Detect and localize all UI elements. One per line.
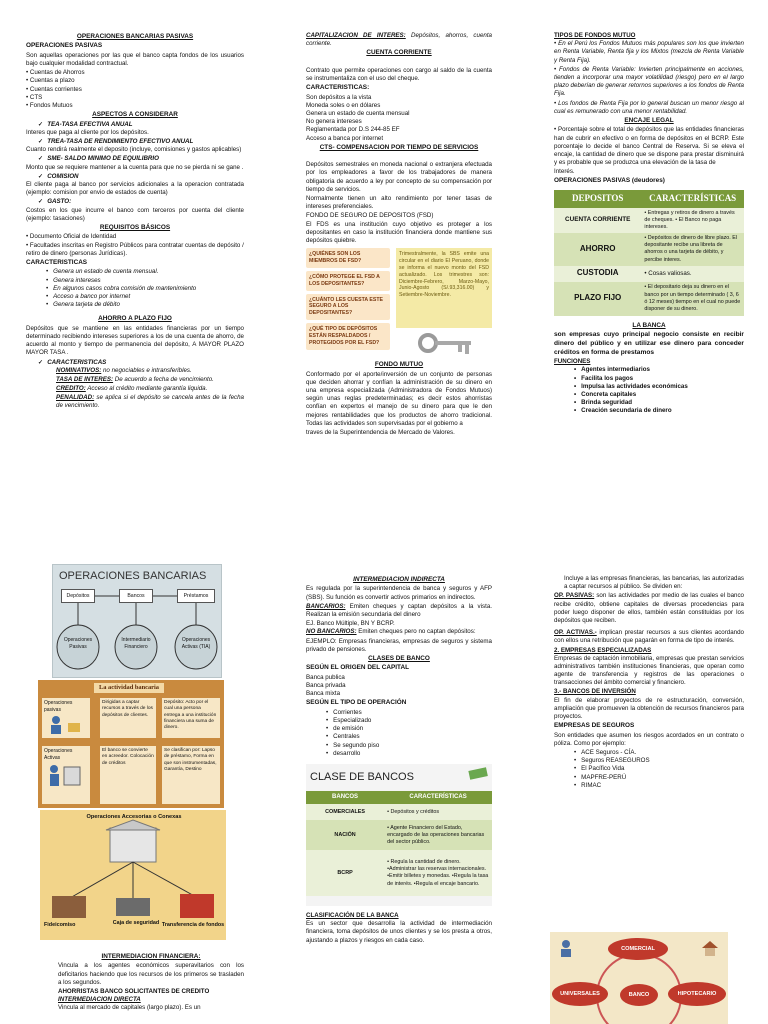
list-item: • Se segundo piso	[336, 742, 492, 750]
diagram-node: UNIVERSALES	[552, 982, 608, 1006]
section-title: CLASES DE BANCO	[368, 654, 430, 662]
section-title: ASPECTOS A CONSIDERAR	[92, 111, 178, 119]
section-title: OPERACIONES BANCARIAS PASIVAS	[76, 33, 194, 40]
term-text: no negociables e intransferibles.	[101, 366, 192, 374]
section-title: 3.- BANCOS DE INVERSIÓN	[554, 688, 636, 696]
section-title: FONDO MUTUO	[374, 361, 424, 369]
section-title: LA BANCA	[632, 321, 666, 329]
term: NOMINATIVOS:	[56, 366, 102, 374]
list-item: • RIMAC	[584, 782, 744, 790]
subheading: EMPRESAS DE SEGUROS	[554, 722, 635, 730]
section-title: REQUISITOS BÁSICOS	[99, 223, 171, 231]
paragraph: Vincula al mercado de capitales (largo plazo). Es un	[58, 1004, 201, 1012]
table-row	[306, 804, 492, 820]
subheading: INTERMEDIACION DIRECTA	[58, 996, 141, 1004]
list-item: • Genera intereses	[56, 277, 244, 285]
table-cell: BCRP	[337, 869, 353, 876]
paragraph: El cliente paga al banco por servicios adicionales a la operacion contratada (ejemplo: comision por envio de estados de cuenta)	[26, 180, 244, 197]
table-cell: • Cosas valiosas.	[644, 269, 692, 277]
term-text: Depósitos, ahorros, cuenta corriente.	[306, 32, 492, 48]
table-row	[306, 850, 492, 896]
term-text: implican prestar recursos a sus clientes acordando con ellos una retribución que pagarán en forma de tipo de interés.	[554, 629, 744, 645]
diagram-label: Transferencia de fondos	[161, 922, 225, 928]
question-box: ¿CÓMO PROTEGE EL FSD A LOS DEPOSITANTES?	[306, 271, 390, 291]
list-item: • Genera tarjeta de débito	[56, 301, 244, 309]
subheading: FUNCIONES	[554, 358, 591, 366]
paragraph: son empresas cuyo principal negocio consiste en recibir dinero del público y en utilizar ese dinero para conceder créditos en forma de prestamos	[554, 331, 744, 356]
house-icon	[700, 938, 720, 958]
term: TASA DE INTERES:	[56, 375, 114, 383]
list-item: • Acceso a banco por internet	[56, 293, 244, 301]
list-item: • Centrales	[336, 733, 492, 741]
table-cell: NACIÓN	[334, 831, 356, 838]
fsd-figure	[306, 248, 492, 360]
term: NO BANCARIOS:	[306, 628, 357, 636]
diagram-node: El banco se convierte en acreedor. Colocación de créditos	[100, 746, 156, 804]
paragraph: Son entidades que asumen los riesgos acordados en un contrato o póliza. Como por ejemplo:	[554, 731, 744, 747]
table-cell: • Agente Financiero del Estado, encargado de las operaciones bancarias del sector público.	[387, 824, 485, 845]
term: OP. PASIVAS:	[554, 592, 595, 600]
list-item: • Los fondos de Renta Fija por lo general buscan un menor riesgo al cual es remunerado con una menor rentabilidad.	[554, 99, 744, 115]
subheading: SEGÚN EL TIPO DE OPERACIÓN	[306, 699, 407, 707]
list-item: • Concreta capitales	[584, 391, 744, 399]
section-title: 2. EMPRESAS ESPECIALIZADAS	[554, 646, 652, 654]
list-item: Moneda soles o en dólares	[306, 101, 381, 109]
check-item: ✓ COMISION	[26, 173, 244, 181]
paragraph: Son aquellas operaciones por las que el banco capta fondos de los usuarios bajo cualquier modalidad contractual.	[26, 51, 244, 68]
table-cell: • Depósitos y créditos	[387, 808, 440, 815]
person-icon	[44, 713, 84, 735]
term-text: son las actividades por medio de las cuales el banco recibe crédito, obtiene capitales de diversas procedencias para poder luego disponer de ellos, también están constituidas por los depósitos que reciben.	[554, 592, 744, 624]
caracteristicas-list	[26, 268, 244, 309]
node-label: Operaciones pasivas	[44, 700, 73, 713]
diagram-node	[42, 746, 90, 804]
list-item: • MAPFRE-PERÚ	[584, 774, 744, 782]
paragraph: El FDS es una institución cuyo objetivo es proteger a los depositantes en caso la institución financiera donde mantiene sus depósitos quiebre.	[306, 220, 492, 244]
list-item: • desarrollo	[336, 750, 492, 758]
column-2-top	[306, 32, 492, 527]
list-item: • Facultades inscritas en Registro Públicos para contratar cuentas de depósito / retiro de dinero (personas Jurídicas).	[26, 241, 244, 257]
check-item: ✓ TREA-TASA DE RENDIMIENTO EFECTIVO ANUAL	[26, 138, 244, 146]
table-cell: CUENTA CORRIENTE	[565, 216, 631, 224]
diagram-node	[42, 698, 90, 738]
list-item: • Impulsa las actividades económicas	[584, 383, 744, 391]
section-title: INTERMEDIACION FINANCIERA:	[101, 953, 201, 960]
list-item: • Creación secundaria de dinero	[584, 407, 744, 415]
diagram-node: COMERCIAL	[608, 938, 668, 960]
question-box: ¿CUÁNTO LES CUESTA ESTE SEGURO A LOS DEPOSITANTES?	[306, 294, 390, 321]
table-cell: AHORRO	[579, 244, 616, 254]
term: BANCARIOS:	[306, 602, 346, 610]
subheading: SEGÚN EL ORIGEN DEL CAPITAL	[306, 664, 409, 672]
diagram-node: Préstamos	[177, 589, 215, 603]
banco-types-diagram	[550, 932, 728, 1024]
term: CAPITALIZACION DE INTERES:	[306, 32, 406, 39]
paragraph: Incluye a las empresas financieras, las bancarias, las autorizadas a captar recursos al público. Se dividen en:	[564, 575, 744, 591]
paragraph: Es un sector que desarrolla la actividad de intermediación financiera, toma depósitos de unos clientes y se los presta a otros, ajustando a plazos y riesgos en cada caso.	[306, 920, 492, 944]
list-item: • Documento Oficial de Identidad	[26, 233, 117, 241]
clase-bancos-table	[306, 791, 492, 897]
tipo-list	[306, 709, 492, 758]
section-title: TIPOS DE FONDOS MUTUO	[554, 32, 636, 39]
paragraph: • Porcentaje sobre el total de depósitos que las entidades financieras han de cubrir en efectivo o en forma de depósitos en el BCRP. Este porcentaje lo decide el banco Central de Reserva. Si se eleva el encaje, la cantidad de dinero que se dispone para prestar disminuirá y es probable que se produzca una elevación de la tasa de	[554, 126, 744, 167]
diagram-label: Operaciones Pasivas	[63, 637, 93, 650]
paragraph: El fin de elaborar proyectos de re estructuración, conversión, ampliación que promueven la obtención de recursos financieros para proyectos.	[554, 696, 744, 720]
term: OP. ACTIVAS.-	[554, 629, 597, 637]
paragraph: Interes que paga al cliente por los depósitos.	[26, 128, 149, 136]
diagram-node: Se clasifican por: Lapso de préstamo, Forma en que son instrumentadas, Garantía, Destino	[162, 746, 220, 804]
section-title: CUENTA CORRIENTE	[366, 49, 432, 57]
diagram-label: Caja de seguridad	[112, 920, 160, 926]
question-box: ¿QUIÉNES SON LOS MIEMBROS DE FSD?	[306, 248, 390, 268]
bank-icon	[44, 761, 84, 791]
list-item: Banca privada	[306, 682, 346, 690]
list-item: • Genera un estado de cuenta mensual.	[56, 268, 244, 276]
diagram-node: Bancos	[119, 589, 153, 603]
paragraph: Depósitos que se mantiene en las entidades financieras por un tiempo determinado recibiendo intereses superiores a los de una cuenta de ahorro, de acuerdo al monto y tiempo de permanencia del depósito, A MAYOR PLAZO MAYOR TASA .	[26, 324, 244, 357]
table-cell: • El depositario deja su dinero en el banco por un tiempo determinado ( 3, 6 ó 12 meses) tiempo en el cual no puede disponer de su dinero.	[644, 284, 741, 312]
diagram-node: Depósito: Acto por el cual una persona entrega a una institución financiera una suma de dinero.	[162, 698, 220, 738]
cc-list	[306, 94, 492, 143]
fsd-heading: FONDO DE SEGURO DE DEPOSITOS (FSD)	[306, 212, 434, 220]
pasivas-list	[26, 69, 244, 110]
check-item: ✓ SME- SALDO MINIMO DE EQUILIBRIO	[26, 155, 244, 163]
money-icon	[468, 766, 490, 780]
paragraph: Empresas de captación inmobiliaria, empresas que prestan servicios administrativos también instituciones financieras, que operan como agente de transferencia y registros de las operaciones o transacciones del ámbito comercial y financiero.	[554, 654, 744, 687]
list-item: • Agentes intermediarios	[584, 366, 744, 374]
column-3-bottom	[554, 575, 744, 925]
paragraph: EJEMPLO: Empresas financieras, empresas de seguros y sistema privado de pensiones.	[306, 637, 492, 653]
term: PENALIDAD:	[56, 394, 95, 402]
subheading: OPERACIONES PASIVAS (deudores)	[554, 177, 665, 185]
section-title: AHORRO A PLAZO FIJO	[98, 315, 172, 323]
column-2-bottom	[306, 575, 492, 1024]
list-item: No genera intereses	[306, 118, 362, 126]
table-row	[306, 820, 492, 850]
table-cell: PLAZO FIJO	[574, 293, 622, 303]
term-text: De acuerdo a fecha de vencimiento.	[113, 375, 214, 383]
list-item: • Especializado	[336, 717, 492, 725]
paragraph: Es regulada por la superintendencia de banca y seguros y AFP (SBS). Su función es convertir activos primarios en indirectos.	[306, 585, 492, 601]
list-item: • Cuentas corrientes	[26, 85, 82, 93]
diagram-title: La actividad bancaria	[94, 683, 164, 693]
column-1-bottom	[58, 952, 244, 1024]
definition	[26, 376, 244, 384]
definition	[26, 367, 244, 375]
list-item: Acceso a banca por internet	[306, 134, 384, 142]
definition	[26, 394, 244, 410]
section-title: CLASIFICACIÓN DE LA BANCA	[306, 912, 399, 919]
subheading: CARACTERISTICAS	[26, 258, 88, 266]
paragraph: Cuanto rendirá realmente el deposito (incluye, comisiones y gastos aplicables)	[26, 146, 242, 154]
paragraph: Interés.	[554, 168, 575, 176]
definition	[306, 628, 492, 636]
term: CREDITO:	[56, 385, 86, 393]
section-title: CTS- COMPENSACION POR TIEMPO DE SERVICIOS	[319, 143, 479, 151]
diagram-title: Operaciones Accesorias o Conexas	[86, 814, 182, 820]
diagram-node: HIPOTECARIO	[668, 982, 726, 1006]
definition	[554, 592, 744, 625]
table-cell: • Depósitos de dinero de libre plazo. El depositante recibe una libreta de ahorros o una tarjeta de débito, y percibe interes.	[644, 235, 738, 263]
seguros-list	[554, 749, 744, 790]
clase-bancos-figure	[306, 764, 492, 906]
paragraph: Costos en los que incurre el banco com terceros por cuenta del cliente (ejemplo: tasaciones)	[26, 206, 244, 222]
list-item: • Fondos de Renta Variable: Invierten principalmente en acciones, tienden a incorporar una mayor volatilidad (riesgo) pero en el largo plazo deberían de generar retornos superiores a los fondos de Renta Fija.	[554, 65, 744, 98]
list-item: • Facilita los pagos	[584, 375, 744, 383]
list-item: • En el Perú los Fondos Mutuos más populares son los que invierten en Renta Variable, Renta fija y los Mixtos (mezcla de Renta Variable y Renta Fija).	[554, 40, 744, 64]
table-row	[554, 233, 744, 266]
term-text: se aplica si el depósito se cancela antes de la fecha de vencimiento.	[56, 394, 244, 410]
term-text: Acceso al crédito mediante garantía liquida.	[85, 385, 208, 393]
term-text: Emiten cheques pero no captan depósitos:	[356, 628, 476, 636]
subheading: OPERACIONES PASIVAS	[26, 42, 103, 50]
list-item: • Brinda seguridad	[584, 399, 744, 407]
node-label: Operaciones Activas	[44, 748, 73, 761]
table-cell: CUSTODIA	[576, 268, 619, 278]
list-item: • CTS	[26, 93, 43, 101]
paragraph: Monto que se requiere mantener a la cuenta para que no se pierda ni se gane .	[26, 163, 244, 171]
list-item: • Cuentas a plazo	[26, 77, 75, 85]
funciones-list	[554, 366, 744, 415]
table-header: DEPOSITOS	[554, 190, 641, 208]
list-item: Reglamentada por D.S 244-85 EF	[306, 126, 400, 134]
list-item: • En algunos casos cobra comisión de mantenimiento	[56, 285, 244, 293]
operaciones-accesorias-diagram	[40, 810, 226, 940]
column-1-top	[26, 32, 244, 510]
table-cell: • Regula la cantidad de dinero. •Administrar las reservas internacionales. •Emitir billetes y monedas. •Regula la tasa de interés. •Regula el encaje bancario.	[387, 859, 489, 887]
table-row	[554, 282, 744, 316]
paragraph: Contrato que permite operaciones con cargo al saldo de la cuenta se instrumentaliza con el uso del cheque.	[306, 66, 492, 83]
diagram-label: Operaciones Activas (TIA)	[181, 637, 211, 650]
figure-title: CLASE DE BANCOS	[310, 771, 414, 783]
table-row	[554, 266, 744, 282]
section-title: ENCAJE LEGAL	[624, 116, 674, 124]
diagram-label: Intermediario Financiero	[121, 637, 151, 650]
info-box: Trimestralmente, la SBS emite una circular en el diario El Peruano, donde se informa el nuevo monto del FSD actualizado. Los trimestres son: Diciembre-Febrero, Marzo-Mayo, Junio-Agosto (S/.93,316.00) y Setiembre-Noviembre.	[396, 248, 492, 328]
table-cell: COMERCIALES	[325, 808, 365, 815]
table-header: CARACTERÍSTICAS	[384, 791, 492, 805]
diagram-title: OPERACIONES BANCARIAS	[59, 570, 207, 582]
definition	[306, 603, 492, 619]
list-item: Genera un estado de cuenta mensual	[306, 110, 410, 118]
key-icon	[418, 330, 474, 356]
list-item: • Seguros REASEGUROS	[584, 757, 744, 765]
diagram-node: Dirigidas a captar recursos a través de los depósitos de clientes.	[100, 698, 156, 738]
depositos-table	[554, 190, 744, 316]
list-item: • El Pacífico Vida	[584, 765, 744, 773]
diagram-label: Fideicomiso	[44, 922, 76, 928]
definition	[306, 32, 492, 48]
table-cell: • Entregas y retiros de dinero a través de cheques. • El Banco no paga intereses.	[644, 209, 735, 231]
paragraph: Conformado por el aporte/inversión de un conjunto de personas que deciden ahorrar y confían la administración de su dinero en una empresa especializada (Administradora de Fondos Mutuos) según unas reglas predeterminadas; es decir estos ahorristas confían en expertos el manejo de su dinero para que le den mejores rentabilidades que los productos de ahorro tradicional. Todas las actividades son supervisadas por el gobierno a	[306, 370, 492, 427]
actividad-bancaria-diagram	[38, 680, 224, 808]
paragraph: EJ. Banco Múltiple, BN Y BCRP.	[306, 620, 395, 628]
list-item: • de emisión	[336, 725, 492, 733]
check-item: ✓ GASTO:	[26, 198, 244, 206]
definition	[26, 385, 244, 393]
definition	[554, 629, 744, 645]
list-item: • Corrientes	[336, 709, 492, 717]
list-item: Banca publica	[306, 673, 345, 681]
diagram-node: BANCO	[620, 984, 658, 1006]
list-item: • ACE Seguros - CÍA.	[584, 749, 744, 757]
fsd-questions	[306, 248, 390, 356]
check-item: ✓ TEA-TASA EFECTIVA ANUAL	[26, 121, 244, 129]
term-text: Emiten cheques y captan depósitos a la vista. Realizan la emisión secundaria del dinero	[306, 602, 492, 619]
diagram-node: Depósitos	[61, 589, 95, 603]
table-row	[554, 208, 744, 233]
list-item: • Cuentas de Ahorros	[26, 69, 85, 77]
column-3-top	[554, 32, 744, 510]
table-header: CARACTERÍSTICAS	[641, 190, 744, 208]
diagram-connectors	[53, 565, 222, 678]
section-title: INTERMEDIACION INDIRECTA	[353, 576, 445, 583]
paragraph: Normalmente tienen un alto rendimiento por tener tasas de intereses preferenciales.	[306, 194, 492, 211]
question-box: ¿QUÉ TIPO DE DEPÓSITOS ESTÁN RESPALDADOS / PROTEGIDOS POR EL FSD?	[306, 323, 390, 350]
list-item: Banca mixta	[306, 690, 341, 698]
subheading: AHORRISTAS BANCO SOLICITANTES DE CREDITO	[58, 988, 210, 996]
operaciones-bancarias-diagram	[52, 564, 222, 678]
list-item: Son depósitos a la vista	[306, 93, 372, 101]
table-header: BANCOS	[306, 791, 384, 805]
paragraph: Vincula a los agentes económicos superavitarios con los deficitarios haciendo que los recursos de los primeros se trasladen a los segundos.	[58, 962, 244, 986]
person-icon	[556, 938, 576, 958]
check-item: ✓ CARACTERISTICAS	[26, 359, 244, 367]
paragraph: Depósitos semestrales en moneda nacional o extranjera efectuada por los empleadores a favor de los trabajadores de manera obligatoria de acuerdo a ley por concepto de su compensación por tiempo de servicios.	[306, 161, 492, 193]
paragraph: traves de la Superintendencia de Mercado de Valores.	[306, 428, 455, 436]
list-item: • Fondos Mutuos	[26, 102, 73, 110]
subheading: CARACTERISTICAS:	[306, 84, 370, 92]
